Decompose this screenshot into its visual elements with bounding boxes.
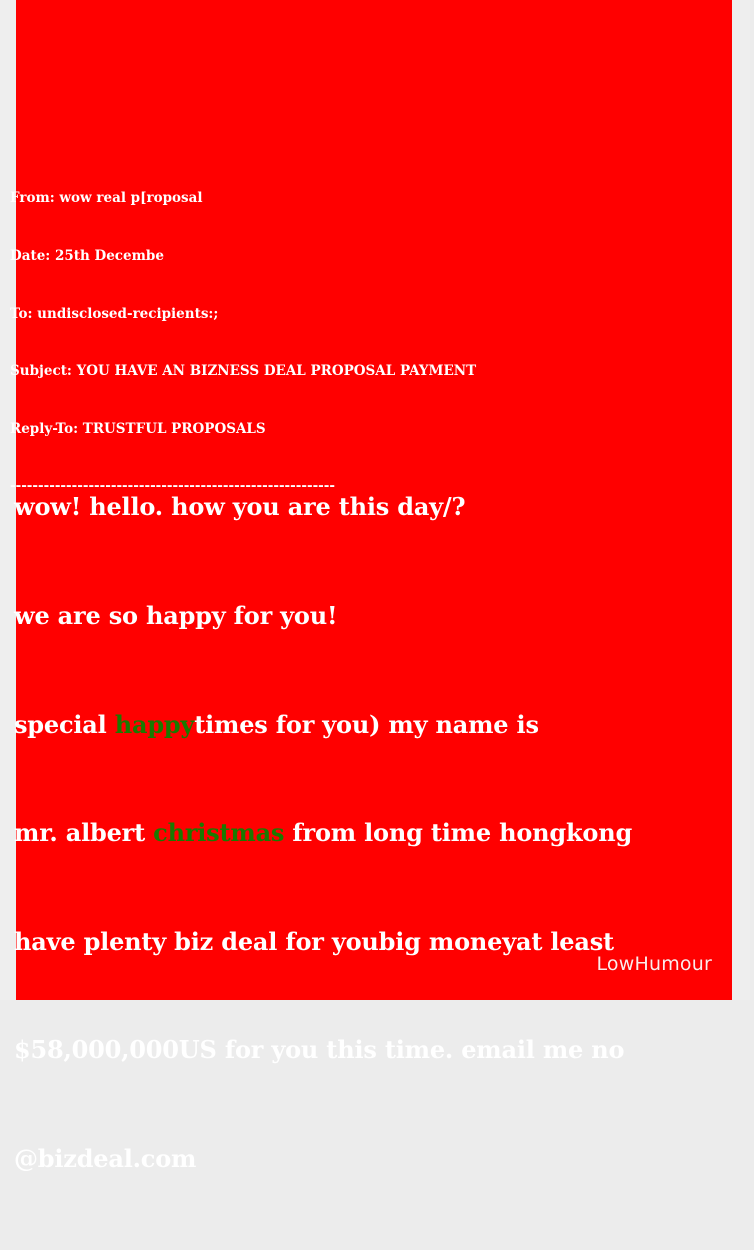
date-line: Date: 25th Decembe <box>10 248 164 265</box>
highlight-happy: happy <box>114 709 195 739</box>
message-line-3 <box>14 707 754 743</box>
header-divider: ---------------------------------------------------------- <box>10 478 335 495</box>
message-line-3-start: special <box>14 709 115 739</box>
message-line-6: $58,000,000US for you this time. email me no <box>14 1035 625 1065</box>
subject-line: Subject: YOU HAVE AN BIZNESS DEAL PROPOSAL PAYMENT <box>10 363 477 380</box>
poster <box>10 0 732 1174</box>
to-line: To: undisclosed-recipients:; <box>10 305 219 322</box>
message-line-1: wow! hello. how you are this day/? <box>14 492 466 522</box>
from-line: From: wow real p[roposal <box>10 190 203 207</box>
highlight-christmas: christmas <box>153 818 285 848</box>
message-line-4-end: from long time hongkong <box>284 818 633 848</box>
message-line-7: @bizdeal.com <box>14 1144 197 1174</box>
message-line-5: have plenty biz deal for youbig moneyat least <box>14 926 614 956</box>
reply-to-line: Reply-To: TRUSTFUL PROPOSALS <box>10 420 266 437</box>
message-line-4-start: mr. albert <box>14 818 154 848</box>
message-line-4 <box>14 815 754 851</box>
watermark: LowHumour <box>596 953 712 975</box>
message-line-3-end: times for you) my name is <box>194 709 539 739</box>
message-body <box>14 417 754 1250</box>
message-line-2: we are so happy for you! <box>14 601 338 631</box>
